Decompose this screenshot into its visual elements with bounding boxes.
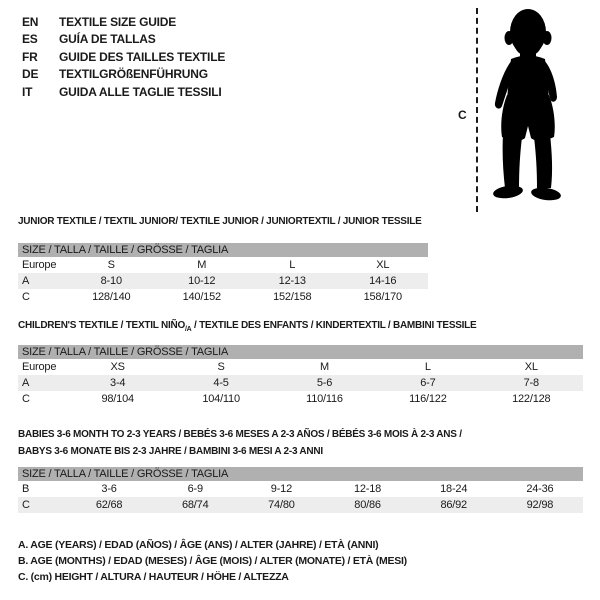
table-row-europe <box>18 257 428 273</box>
table-cell: XL <box>524 361 538 373</box>
table-cell: 6-7 <box>420 377 436 389</box>
table-cell: 140/152 <box>182 291 221 303</box>
title-subscript: /A <box>184 326 192 333</box>
table-cell: 10-12 <box>188 275 216 287</box>
language-row-it <box>22 83 225 101</box>
table-row-height <box>18 391 583 407</box>
language-code: IT <box>22 84 33 99</box>
row-label: C <box>22 499 30 511</box>
language-title: GUIDA ALLE TAGLIE TESSILI <box>59 84 222 99</box>
row-label: C <box>22 291 30 303</box>
babies-size-table <box>18 467 583 513</box>
legend-line-c: C. (cm) HEIGHT / ALTURA / HAUTEUR / HÖHE / ALTEZZA <box>18 571 289 583</box>
table-cell: 3-4 <box>110 377 126 389</box>
language-row-de <box>22 66 225 84</box>
table-cell: M <box>319 361 329 373</box>
language-row-en <box>22 13 225 31</box>
table-cell: M <box>197 259 207 271</box>
table-row-age <box>18 273 428 289</box>
table-cell: 122/128 <box>512 393 551 405</box>
table-cell: 7-8 <box>523 377 539 389</box>
row-label: A <box>22 377 30 389</box>
table-cell: 110/116 <box>306 393 343 405</box>
language-code: DE <box>22 67 39 82</box>
language-code: FR <box>22 49 38 64</box>
table-cell: 104/110 <box>202 393 240 405</box>
height-measure-label: C <box>458 108 467 122</box>
language-row-es <box>22 31 225 49</box>
measurement-figure <box>450 0 600 220</box>
language-code: EN <box>22 14 39 29</box>
table-cell: 5-6 <box>316 377 333 389</box>
babies-table-title <box>18 426 498 460</box>
size-header-bar: SIZE / TALLA / TAILLE / GRÖSSE / TAGLIA <box>18 467 583 481</box>
language-title-list <box>22 13 225 101</box>
baby-silhouette-icon <box>483 7 573 212</box>
table-cell: 14-16 <box>369 275 397 287</box>
table-cell: S <box>217 361 225 373</box>
language-title: GUÍA DE TALLAS <box>59 32 156 47</box>
table-cell: L <box>289 259 296 271</box>
table-cell: 62/68 <box>95 499 123 511</box>
table-cell: 18-24 <box>440 483 468 495</box>
language-row-fr <box>22 48 225 66</box>
language-title: GUIDE DES TAILLES TEXTILE <box>59 49 226 64</box>
table-cell: L <box>424 361 431 373</box>
table-cell: 9-12 <box>270 483 292 495</box>
table-row-age <box>18 375 583 391</box>
table-row-height <box>18 289 428 305</box>
legend-line-a: A. AGE (YEARS) / EDAD (AÑOS) / ÂGE (ANS) / ALTER (JAHRE) / ETÀ (ANNI) <box>18 539 379 551</box>
table-cell: 128/140 <box>92 291 131 303</box>
children-size-table <box>18 345 583 407</box>
row-label: B <box>22 483 30 495</box>
table-cell: 24-36 <box>526 483 554 495</box>
table-cell: 92/98 <box>526 499 554 511</box>
title-line-1: BABIES 3-6 MONTH TO 2-3 YEARS / BEBÉS 3-6 MESES A 2-3 AÑOS / BÉBÉS 3-6 MOIS À 2-3 ANS / <box>18 429 462 440</box>
row-label: Europe <box>22 361 57 373</box>
table-row-europe <box>18 359 583 375</box>
table-cell: 80/86 <box>354 499 381 511</box>
table-cell: 12-13 <box>278 275 306 287</box>
table-cell: 6-9 <box>187 483 203 495</box>
table-cell: S <box>107 259 115 271</box>
title-line-2: BABYS 3-6 MONATE BIS 2-3 JAHRE / BAMBINI 3-6 MESI A 2-3 ANNI <box>18 446 323 457</box>
row-label: Europe <box>22 259 57 271</box>
table-cell: 98/104 <box>101 393 134 405</box>
language-title: TEXTILGRÖßENFÜHRUNG <box>59 67 208 82</box>
junior-size-table <box>18 243 428 305</box>
language-code: ES <box>22 32 38 47</box>
table-cell: 86/92 <box>440 499 467 511</box>
junior-table-title: JUNIOR TEXTILE / TEXTIL JUNIOR/ TEXTILE JUNIOR / JUNIORTEXTIL / JUNIOR TESSILE <box>18 216 422 227</box>
table-cell: 8-10 <box>100 275 122 287</box>
row-label: A <box>22 275 30 287</box>
table-cell: 4-5 <box>213 377 229 389</box>
table-row-age-months <box>18 481 583 497</box>
table-row-height <box>18 497 583 513</box>
size-header-bar: SIZE / TALLA / TAILLE / GRÖSSE / TAGLIA <box>18 243 428 257</box>
legend-line-b: B. AGE (MONTHS) / EDAD (MESES) / ÂGE (MOIS) / ALTER (MONATE) / ETÀ (MESI) <box>18 555 407 567</box>
table-cell: XL <box>376 259 390 271</box>
table-cell: 74/80 <box>268 499 295 511</box>
table-cell: 68/74 <box>181 499 209 511</box>
table-cell: 152/158 <box>273 291 312 303</box>
table-cell: 158/170 <box>363 291 402 303</box>
height-measure-dashed-line <box>476 8 478 212</box>
title-text: CHILDREN'S TEXTILE / TEXTIL NIÑO <box>18 320 185 331</box>
table-cell: 3-6 <box>101 483 117 495</box>
children-table-title <box>18 320 476 336</box>
row-label: C <box>22 393 30 405</box>
language-title: TEXTILE SIZE GUIDE <box>59 14 177 29</box>
measurement-legend <box>18 537 407 585</box>
table-cell: XS <box>110 361 125 373</box>
title-text: / TEXTILE DES ENFANTS / KINDERTEXTIL / BAMBINI TESSILE <box>191 320 477 331</box>
table-cell: 12-18 <box>353 483 382 495</box>
size-header-bar: SIZE / TALLA / TAILLE / GRÖSSE / TAGLIA <box>18 345 583 359</box>
table-cell: 116/122 <box>409 393 447 405</box>
